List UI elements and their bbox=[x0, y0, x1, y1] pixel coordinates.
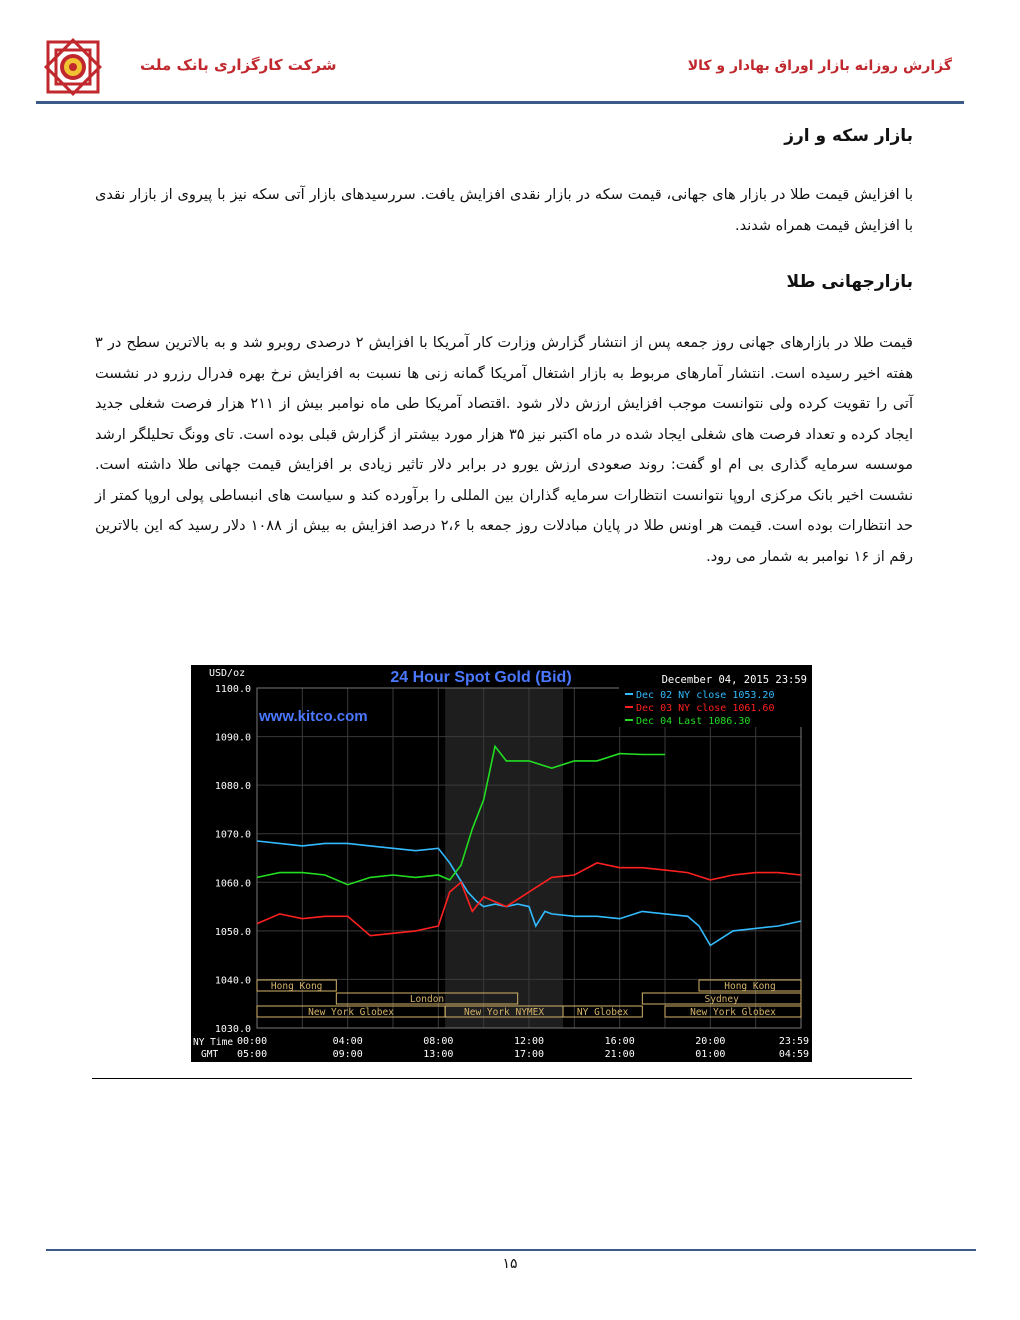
y-tick-label: 1090.0 bbox=[214, 732, 251, 744]
paragraph: قیمت طلا در بازارهای جهانی روز جمعه پس از انتشار گزارش وزارت کار آمریکا با افزایش ۲ درصدی روبرو شد و به بالاترین سطح در ۳ هفته اخیر رسیده است. انتشار آمارهای مربوط به بازار اشتغال آمریکا گمانه زنی ها نسبت به افزایش نرخ بهره فدرال رزرو در نشست آتی را تقویت کرده ولی نتوانست موجب افزایش ارزش دلار شود .اقتصاد آمریکا طی ماه نوامبر بیش از ۲۱۱ هزار فرصت شغلی جدید ایجاد کرده و تعداد فرصت های شغلی ایجاد شده در ماه اکتبر نیز ۳۵ هزار مورد بیشتر از گزارش قبلی بوده است. تای وونگ تحلیلگر ارشد موسسه سرمایه گذاری بی ام او گفت: روند صعودی ارزش یورو در برابر دلار تاثیر زیادی بر افزایش قیمت جهانی طلا داشته است. نشست اخیر بانک مرکزی اروپا نتوانست انتظارات سرمایه گذاران بین المللی را برآورده کند و سیاست های انبساطی پولی اروپا کمتر از حد انتظارات بوده است. قیمت هر اونس طلا در پایان مبادلات روز جمعه با ۲،۶ درصد افزایش به بیش از ۱۰۸۸ دلار رسید که این بالاترین رقم از ۱۶ نوامبر به شمار می رود. bbox=[95, 335, 913, 565]
session-label: New York Globex bbox=[308, 1007, 394, 1018]
y-tick-label: 1060.0 bbox=[214, 878, 251, 890]
y-tick-label: 1040.0 bbox=[214, 975, 251, 987]
y-tick-label: 1030.0 bbox=[214, 1024, 251, 1035]
x-tick-ny: 12:00 bbox=[513, 1036, 545, 1047]
chart-watermark: www.kitco.com bbox=[259, 708, 368, 725]
footer-divider bbox=[46, 1249, 976, 1251]
chart-title: 24 Hour Spot Gold (Bid) bbox=[390, 669, 572, 686]
page-number: ۱۵ bbox=[502, 1256, 518, 1272]
session-label: Sydney bbox=[704, 994, 739, 1005]
company-name: شرکت کارگزاری بانک ملت bbox=[140, 56, 337, 74]
x-tick-gmt: 17:00 bbox=[513, 1049, 545, 1060]
y-tick-label: 1050.0 bbox=[214, 926, 251, 938]
session-label: New York NYMEX bbox=[464, 1007, 545, 1018]
session-label: Hong Kong bbox=[724, 981, 776, 992]
gold-price-chart bbox=[191, 665, 812, 1062]
section-coin-currency-body bbox=[95, 180, 913, 241]
session-label: London bbox=[409, 994, 445, 1005]
y-tick-label: 1070.0 bbox=[214, 829, 251, 841]
x-tick-gmt: 05:00 bbox=[237, 1049, 268, 1060]
chart-svg bbox=[191, 665, 812, 1062]
bank-mellat-logo-icon bbox=[40, 34, 106, 100]
x-tick-ny: 00:00 bbox=[237, 1036, 268, 1047]
legend-entry: Dec 03 NY close 1061.60 bbox=[636, 703, 775, 714]
chart-bottom-rule bbox=[92, 1078, 912, 1079]
chart-date: December 04, 2015 23:59 bbox=[661, 674, 807, 686]
x-tick-ny: 23:59 bbox=[778, 1036, 809, 1047]
report-title: گزارش روزانه بازار اوراق بهادار و کالا bbox=[687, 58, 952, 74]
x-axis-label-gmt: GMT bbox=[201, 1049, 219, 1060]
x-tick-gmt: 09:00 bbox=[332, 1049, 363, 1060]
legend-entry: Dec 02 NY close 1053.20 bbox=[636, 690, 775, 701]
session-label: NY Globex bbox=[576, 1007, 629, 1018]
y-tick-label: 1100.0 bbox=[214, 684, 251, 695]
paragraph: با افزایش قیمت طلا در بازار های جهانی، قیمت سکه در بازار نقدی افزایش یافت. سررسیدهای بازار آتی سکه نیز با پیروی از بازار نقدی با افزایش قیمت همراه شدند. bbox=[95, 187, 913, 234]
section-title: بازارجهانی طلا bbox=[786, 272, 913, 292]
x-tick-gmt: 01:00 bbox=[695, 1049, 726, 1060]
x-tick-ny: 16:00 bbox=[604, 1036, 635, 1047]
x-tick-ny: 04:00 bbox=[332, 1036, 363, 1047]
session-label: Hong Kong bbox=[270, 981, 323, 992]
section-title: بازار سکه و ارز bbox=[784, 126, 913, 146]
x-tick-gmt: 04:59 bbox=[778, 1049, 809, 1060]
x-tick-ny: 20:00 bbox=[695, 1036, 726, 1047]
y-axis-label: USD/oz bbox=[209, 668, 246, 679]
x-tick-ny: 08:00 bbox=[423, 1036, 454, 1047]
section-coin-currency bbox=[95, 126, 913, 146]
session-label: New York Globex bbox=[690, 1007, 776, 1018]
page-header bbox=[0, 0, 1020, 110]
legend-entry: Dec 04 Last 1086.30 bbox=[636, 716, 751, 727]
x-axis-label-ny: NY Time bbox=[193, 1037, 234, 1048]
y-tick-label: 1080.0 bbox=[214, 781, 251, 793]
x-tick-gmt: 21:00 bbox=[604, 1049, 635, 1060]
x-tick-gmt: 13:00 bbox=[423, 1049, 454, 1060]
section-global-gold bbox=[95, 272, 913, 292]
section-global-gold-body bbox=[95, 328, 913, 572]
header-divider bbox=[36, 101, 964, 104]
